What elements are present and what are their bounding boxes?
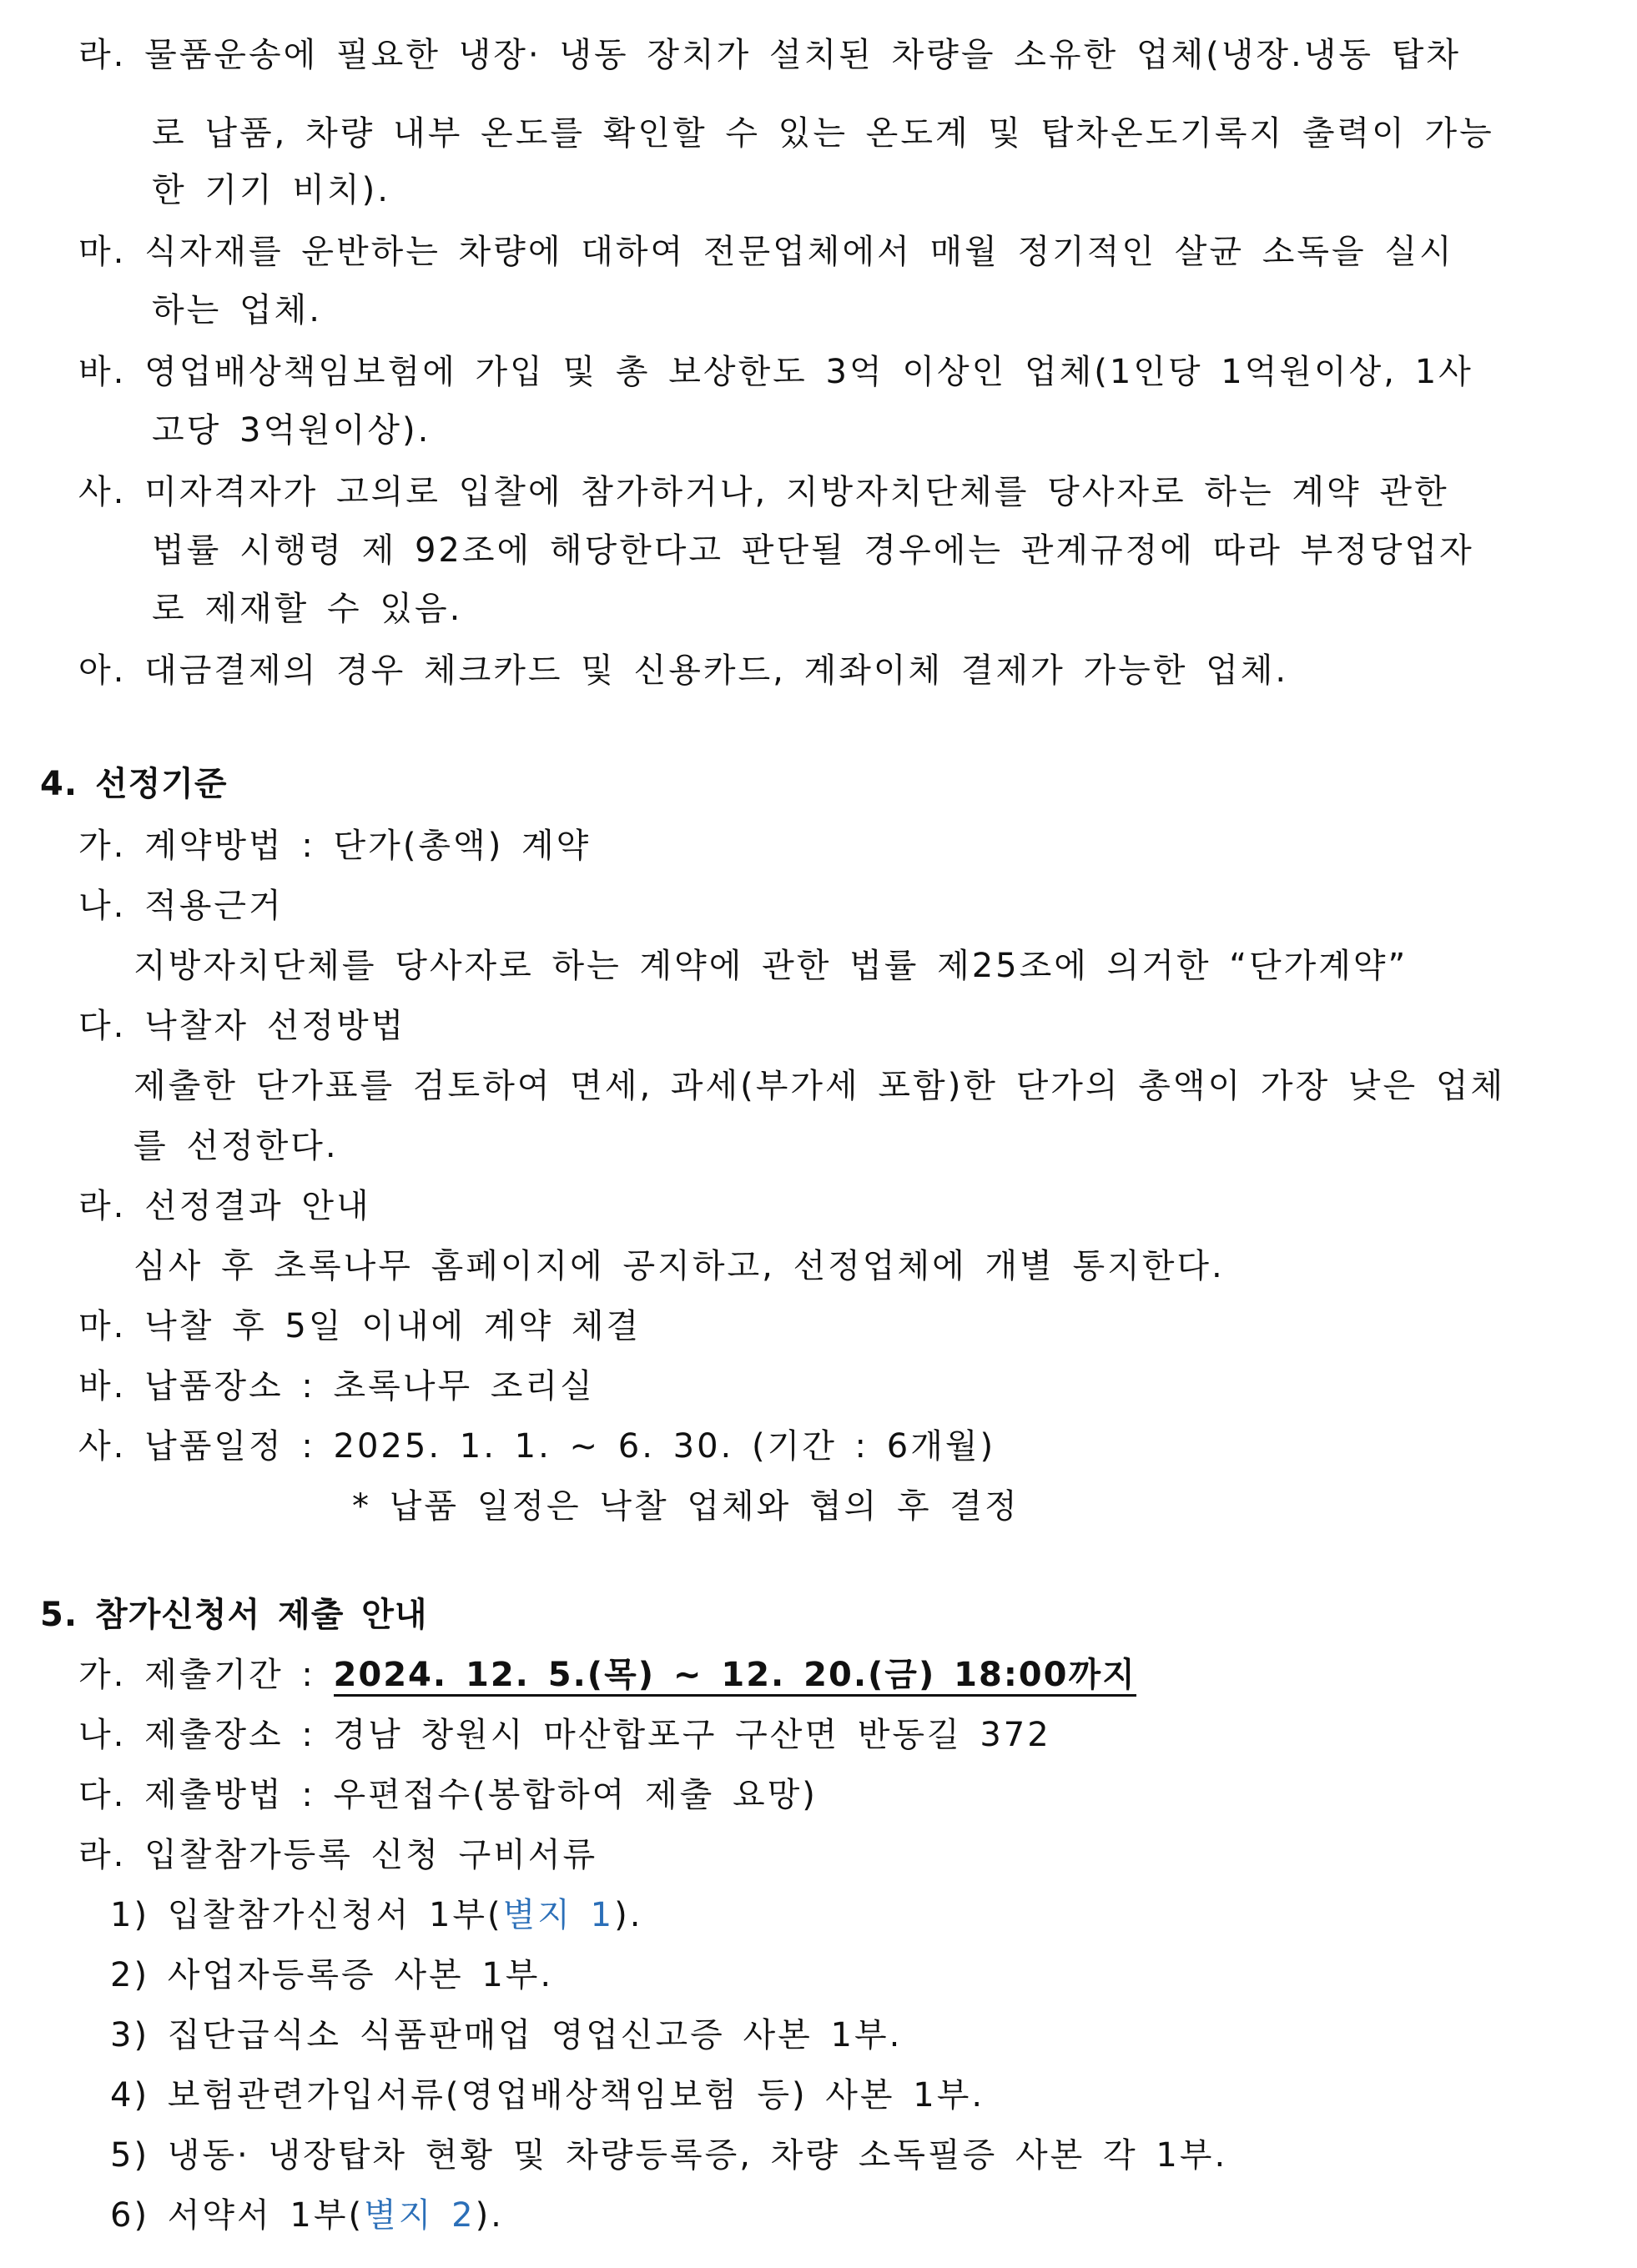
required-doc-6-text: 6) 서약서 1부(: [110, 2196, 365, 2235]
required-doc-5: 5) 냉동· 냉장탑차 현황 및 차량등록증, 차량 소독필증 사본 각 1부.: [110, 2136, 1228, 2175]
section-4-item-sa: 사. 납품일정 : 2025. 1. 1. ~ 6. 30. (기간 : 6개월): [78, 1427, 996, 1466]
section-5-heading: 5. 참가신청서 제출 안내: [40, 1596, 428, 1634]
item-a-line-1: 아. 대금결제의 경우 체크카드 및 신용카드, 계좌이체 결제가 가능한 업체.: [78, 651, 1289, 690]
section-4-item-ra: 라. 선정결과 안내: [78, 1187, 371, 1225]
section-4-item-na: 나. 적용근거: [78, 887, 284, 925]
section-4-item-ba: 바. 납품장소 : 초록나무 조리실: [78, 1367, 595, 1406]
required-doc-1-close: ).: [614, 1896, 643, 1934]
item-sa-line-2: 법률 시행령 제 92조에 해당한다고 판단될 경우에는 관계규정에 따라 부정당업자: [152, 531, 1474, 570]
item-ra-line-2: 로 납품, 차량 내부 온도를 확인할 수 있는 온도계 및 탑차온도기록지 출력이 가능: [152, 114, 1494, 153]
section-5-item-na: 나. 제출장소 : 경남 창원시 마산합포구 구산면 반동길 372: [78, 1716, 1051, 1754]
section-4-item-da-body-2: 를 선정한다.: [133, 1127, 339, 1165]
section-4-item-da-body-1: 제출한 단가표를 검토하여 면세, 과세(부가세 포함)한 단가의 총액이 가장 낮은 업체: [133, 1067, 1506, 1105]
required-doc-4: 4) 보험관련가입서류(영업배상책임보험 등) 사본 1부.: [110, 2076, 985, 2115]
required-doc-3: 3) 집단급식소 식품판매업 영업신고증 사본 1부.: [110, 2016, 903, 2054]
attachment-1-link[interactable]: 별지 1: [502, 1896, 615, 1934]
required-doc-6: [110, 2192, 504, 2239]
submission-period-label: 가. 제출기간 :: [78, 1656, 334, 1694]
section-5-item-ra: 라. 입찰참가등록 신청 구비서류: [78, 1836, 598, 1874]
item-ma-line-1: 마. 식자재를 운반하는 차량에 대하여 전문업체에서 매월 정기적인 살균 소독을 실시: [78, 233, 1454, 271]
section-5-item-da: 다. 제출방법 : 우편접수(봉합하여 제출 요망): [78, 1776, 818, 1814]
required-doc-1: [110, 1892, 642, 1939]
section-4-item-sa-note: * 납품 일정은 낙찰 업체와 협의 후 결정: [352, 1487, 1020, 1526]
section-4-item-ga: 가. 계약방법 : 단가(총액) 계약: [78, 827, 592, 865]
item-sa-line-3: 로 제재할 수 있음.: [152, 590, 463, 628]
section-4-item-na-body: 지방자치단체를 당사자로 하는 계약에 관한 법률 제25조에 의거한 “단가계약”: [133, 947, 1408, 985]
item-sa-line-1: 사. 미자격자가 고의로 입찰에 참가하거나, 지방자치단체를 당사자로 하는 계약 관한: [78, 473, 1449, 511]
item-ba-line-2: 고당 3억원이상).: [152, 411, 431, 450]
section-4-item-da: 다. 낙찰자 선정방법: [78, 1007, 406, 1045]
item-ra-line-3: 한 기기 비치).: [152, 171, 390, 209]
submission-period-value: 2024. 12. 5.(목) ~ 12. 20.(금) 18:00까지: [334, 1656, 1136, 1697]
item-ra-line-1: 라. 물품운송에 필요한 냉장· 냉동 장치가 설치된 차량을 소유한 업체(냉장.냉동 탑차: [78, 36, 1462, 74]
section-4-item-ra-body: 심사 후 초록나무 홈페이지에 공지하고, 선정업체에 개별 통지한다.: [133, 1247, 1225, 1285]
required-doc-6-close: ).: [475, 2196, 504, 2235]
item-ma-line-2: 하는 업체.: [152, 291, 322, 329]
section-4-item-ma: 마. 낙찰 후 5일 이내에 계약 체결: [78, 1307, 642, 1345]
section-4-heading: 4. 선정기준: [40, 765, 228, 803]
required-doc-1-text: 1) 입찰참가신청서 1부(: [110, 1896, 503, 1934]
attachment-2-link[interactable]: 별지 2: [364, 2196, 476, 2235]
section-5-item-ga: [78, 1652, 1136, 1698]
item-ba-line-1: 바. 영업배상책임보험에 가입 및 총 보상한도 3억 이상인 업체(1인당 1억원이상, 1사: [78, 353, 1473, 391]
required-doc-2: 2) 사업자등록증 사본 1부.: [110, 1956, 554, 1994]
